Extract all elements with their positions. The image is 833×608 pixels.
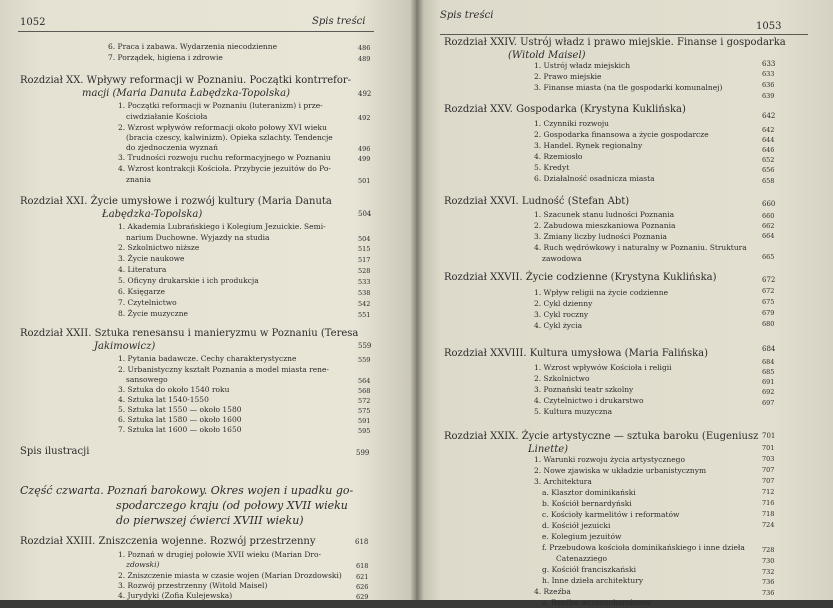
part-heading: Część czwarta. Poznań barokowy. Okres wojen i upadku go- (20, 484, 354, 497)
toc-entry: 6. Księgarze (118, 287, 166, 296)
toc-page-number: 736 (762, 589, 775, 597)
toc-page-number: 621 (356, 573, 369, 581)
chapter-heading: Rozdział XXI. Życie umysłowe i rozwój kultury (Maria Danuta (20, 196, 332, 207)
chapter-heading-cont: macji (Maria Danuta Łabędzka-Topolska) (82, 88, 291, 99)
chapter-heading: Rozdział XXII. Sztuka renesansu i manieryzmu w Poznaniu (Teresa (20, 328, 359, 339)
toc-entry-cont: do zjednoczenia wyznań (126, 143, 218, 152)
toc-page-number: 644 (762, 136, 775, 144)
toc-page-number: 496 (358, 145, 371, 153)
toc-entry: 2. Gospodarka finansowa a życie gospodarcze (534, 130, 709, 139)
toc-entry: 4. Sztuka lat 1540-1550 (118, 395, 209, 404)
part-heading-cont: do pierwszej ćwierci XVIII wieku) (116, 514, 304, 527)
toc-page-number: 486 (358, 44, 371, 52)
left-head-rule (18, 31, 374, 32)
toc-entry: 1. Wpływ religii na życie codzienne (534, 288, 669, 297)
toc-page-number: 533 (358, 278, 371, 286)
toc-entry-cont: Catenazziego (556, 554, 608, 563)
toc-page-number: 629 (356, 593, 369, 601)
toc-entry: 3. Zmiany liczby ludności Poznania (534, 232, 667, 241)
toc-page-number: 652 (762, 156, 775, 164)
toc-entry-cont: (bracia czescy, kalwinizm). Opieka szlachty. Tendencje (126, 133, 333, 142)
toc-page-number: 499 (358, 155, 371, 163)
toc-page-number: 492 (358, 90, 372, 98)
toc-entry: 4. Cykl życia (534, 321, 583, 330)
toc-entry: 3. Życie naukowe (118, 254, 185, 263)
toc-page-number: 691 (762, 378, 775, 386)
chapter-heading-cont: Linette) (528, 444, 569, 455)
toc-page-number: 701 (762, 432, 776, 440)
toc-page-number: 642 (762, 126, 775, 134)
toc-page-number: 662 (762, 222, 775, 230)
toc-page-number: 501 (358, 177, 371, 185)
toc-page-number: 672 (762, 287, 775, 295)
toc-page-number: 707 (762, 477, 775, 485)
toc-page-number: 685 (762, 368, 775, 376)
toc-entry: f. Przebudowa kościoła dominikańskiego i inne dzieła (542, 543, 745, 552)
toc-entry: 6. Sztuka lat 1580 — około 1600 (118, 415, 242, 424)
toc-entry: 4. Rzeźba (534, 587, 571, 596)
toc-page-number: 730 (762, 557, 775, 565)
toc-page-number: 572 (358, 397, 371, 405)
toc-page-number: 642 (762, 112, 776, 120)
toc-entry: 2. Cykl dzienny (534, 299, 593, 308)
toc-entry: 1. Poznań w drugiej połowie XVII wieku (Marian Dro- (118, 550, 322, 559)
toc-entry: a. Klasztor dominikański (542, 488, 636, 497)
toc-page-number: 504 (358, 210, 372, 218)
toc-page-number: 492 (358, 114, 371, 122)
book-gutter (410, 0, 424, 600)
toc-entry: 7. Czytelnictwo (118, 298, 177, 307)
toc-page-number: 732 (762, 568, 775, 576)
chapter-heading: Rozdział XXIII. Zniszczenia wojenne. Rozwój przestrzenny (20, 536, 316, 547)
toc-page-number: 716 (762, 499, 775, 507)
toc-page-number: 701 (762, 444, 775, 452)
toc-entry: b. Kościół bernardyński (542, 499, 632, 508)
toc-page-number: 568 (358, 387, 371, 395)
toc-entry: 2. Urbanistyczny kształt Poznania a model miasta rene- (118, 365, 329, 374)
chapter-heading: Rozdział XXVI. Ludność (Stefan Abt) (444, 196, 630, 207)
toc-page-number: 656 (762, 166, 775, 174)
toc-entry: 5. Kredyt (534, 163, 570, 172)
right-head-rule (440, 34, 808, 35)
toc-entry: 1. Warunki rozwoju życia artystycznego (534, 455, 685, 464)
toc-page-number: 680 (762, 320, 775, 328)
toc-page-number: 707 (762, 466, 775, 474)
toc-entry: c. Kościoły karmelitów i reformatów (542, 510, 680, 519)
toc-entry: 3. Handel. Rynek regionalny (534, 141, 643, 150)
toc-entry: 1. Akademia Lubrańskiego i Kolegium Jezuickie. Semi- (118, 222, 326, 231)
toc-page-number: 697 (762, 399, 775, 407)
toc-page-number: 504 (358, 235, 371, 243)
chapter-heading: Rozdział XXV. Gospodarka (Krystyna Kuklińska) (444, 104, 686, 115)
toc-page-number: 618 (355, 538, 369, 546)
toc-entry: h. Inne dzieła architektury (542, 576, 644, 585)
chapter-heading-cont: (Witold Maisel) (508, 50, 586, 61)
toc-page-number: 599 (356, 449, 370, 457)
toc-entry: 2. Szkolnictwo (534, 374, 590, 383)
toc-entry: d. Kościół jezuicki (542, 521, 611, 530)
toc-entry: 1. Początki reformacji w Poznaniu (luteranizm) i prze- (118, 101, 323, 110)
toc-page-number: 515 (358, 245, 371, 253)
toc-page-number: 675 (762, 298, 775, 306)
toc-page-number: 595 (358, 427, 371, 435)
toc-page-number: 672 (762, 276, 776, 284)
toc-page-number: 712 (762, 488, 775, 496)
toc-entry-cont: znania (126, 175, 151, 184)
toc-page-number: 575 (358, 407, 371, 415)
chapter-heading: Rozdział XXIV. Ustrój władz i prawo miejskie. Finanse i gospodarka (444, 37, 786, 48)
toc-page-number: 591 (358, 417, 371, 425)
toc-page-number: 728 (762, 546, 775, 554)
toc-entry: 3. Finanse miasta (na tle gospodarki komunalnej) (534, 83, 723, 92)
toc-entry-cont: zdowski) (126, 560, 160, 569)
toc-page-number: 660 (762, 212, 775, 220)
toc-page-number: 736 (762, 578, 775, 586)
toc-entry: 6. Praca i zabawa. Wydarzenia niecodzienne (108, 42, 278, 51)
toc-entry: 2. Nowe zjawiska w układzie urbanistycznym (534, 466, 707, 475)
toc-entry-cont: ciwdziałanie Kościoła (126, 112, 208, 121)
right-page (416, 0, 833, 607)
toc-entry: g. Kościół franciszkański (542, 565, 636, 574)
right-running-head: Spis treści (440, 10, 494, 21)
left-running-head: Spis treści (312, 16, 366, 27)
toc-entry: 2. Wzrost wpływów reformacji około połowy XVI wieku (118, 123, 327, 132)
toc-entry: 3. Sztuka do około 1540 roku (118, 385, 230, 394)
toc-page-number: 684 (762, 345, 776, 353)
chapter-heading-cont: Jakimowicz) (94, 341, 156, 352)
chapter-heading: Rozdział XXVII. Życie codzienne (Krystyna Kuklińska) (444, 272, 717, 283)
toc-page-number: 538 (358, 289, 371, 297)
toc-page-number: 633 (762, 60, 776, 68)
toc-entry: 1. Ustrój władz miejskich (534, 61, 631, 70)
toc-entry: 8. Życie muzyczne (118, 309, 188, 318)
list-of-illustrations-heading: Spis ilustracji (20, 446, 90, 457)
toc-entry: 4. Ruch wędrówkowy i naturalny w Poznaniu. Struktura (534, 243, 747, 252)
toc-entry: 7. Porządek, higiena i zdrowie (108, 53, 223, 62)
toc-entry: 4. Rzemiosło (534, 152, 583, 161)
toc-entry: 3. Poznański teatr szkolny (534, 385, 634, 394)
toc-page-number: 658 (762, 177, 775, 185)
toc-entry: 3. Rozwój przestrzenny (Witold Maisel) (118, 581, 268, 590)
toc-page-number: 703 (762, 455, 775, 463)
toc-entry: 4. Literatura (118, 265, 167, 274)
toc-page-number: 528 (358, 267, 371, 275)
toc-page-number: 564 (358, 377, 371, 385)
toc-page-number: 724 (762, 521, 775, 529)
toc-entry: 4. Wzrost kontrakcji Kościoła. Przybycie jezuitów do Po- (118, 164, 331, 173)
toc-page-number: 633 (762, 70, 775, 78)
toc-entry: 2. Zniszczenie miasta w czasie wojen (Marian Drozdowski) (118, 571, 342, 580)
toc-entry: 1. Wzrost wpływów Kościoła i religii (534, 363, 672, 372)
chapter-heading: Rozdział XX. Wpływy reformacji w Poznaniu. Początki kontrrefor- (20, 75, 352, 86)
toc-entry: 3. Cykl roczny (534, 310, 589, 319)
toc-entry: 1. Czynniki rozwoju (534, 119, 609, 128)
toc-entry: 5. Oficyny drukarskie i ich produkcja (118, 276, 259, 285)
toc-entry: 2. Szkolnictwo niższe (118, 243, 200, 252)
toc-page-number: 718 (762, 510, 775, 518)
toc-page-number: 489 (358, 55, 371, 63)
toc-entry: 4. Jurydyki (Zofia Kulejewska) (118, 591, 233, 600)
toc-page-number: 517 (358, 256, 371, 264)
toc-entry: 3. Architektura (534, 477, 592, 486)
chapter-heading-cont: Łabędzka-Topolska) (102, 209, 203, 220)
toc-entry-cont: sansowego (126, 375, 168, 384)
chapter-heading: Rozdział XXVIII. Kultura umysłowa (Maria Falińska) (444, 348, 709, 359)
chapter-heading: Rozdział XXIX. Życie artystyczne — sztuka baroku (Eugeniusz (444, 431, 759, 442)
right-folio: 1053 (756, 21, 782, 32)
toc-page-number: 639 (762, 92, 775, 100)
toc-page-number: 660 (762, 200, 776, 208)
toc-entry: a. Rzeźba wczesnobarokowa (542, 598, 651, 607)
toc-entry: 7. Sztuka lat 1600 — około 1650 (118, 425, 242, 434)
toc-page-number: 618 (356, 562, 369, 570)
toc-page-number: 684 (762, 358, 775, 366)
part-heading-cont: spodarczego kraju (od połowy XVII wieku (116, 499, 348, 512)
toc-entry: 5. Sztuka lat 1550 — około 1580 (118, 405, 242, 414)
toc-page-number: 626 (356, 583, 369, 591)
toc-page-number: 551 (358, 311, 371, 319)
toc-entry: 3. Trudności rozwoju ruchu reformacyjnego w Poznaniu (118, 153, 331, 162)
toc-entry: 4. Czytelnictwo i drukarstwo (534, 396, 644, 405)
toc-entry: 1. Pytania badawcze. Cechy charakterystyczne (118, 354, 297, 363)
toc-entry: 6. Działalność osadnicza miasta (534, 174, 655, 183)
toc-page-number: 664 (762, 232, 775, 240)
toc-page-number: 636 (762, 81, 775, 89)
left-page (0, 0, 416, 600)
toc-page-number: 665 (762, 253, 775, 261)
toc-page-number: 679 (762, 309, 775, 317)
toc-page-number: 692 (762, 388, 775, 396)
toc-entry: e. Kolegium jezuitów (542, 532, 622, 541)
toc-entry: 1. Szacunek stanu ludności Poznania (534, 210, 675, 219)
toc-page-number: 559 (358, 356, 371, 364)
toc-page-number: 559 (358, 342, 372, 350)
toc-entry-cont: narium Duchowne. Wyjazdy na studia (126, 233, 270, 242)
toc-entry: 2. Zabudowa mieszkaniowa Poznania (534, 221, 676, 230)
toc-entry-cont: zawodowa (542, 254, 582, 263)
left-folio: 1052 (20, 17, 46, 28)
toc-entry: 2. Prawo miejskie (534, 72, 602, 81)
toc-page-number: 542 (358, 300, 371, 308)
toc-entry: 5. Kultura muzyczna (534, 407, 613, 416)
toc-page-number: 646 (762, 146, 775, 154)
